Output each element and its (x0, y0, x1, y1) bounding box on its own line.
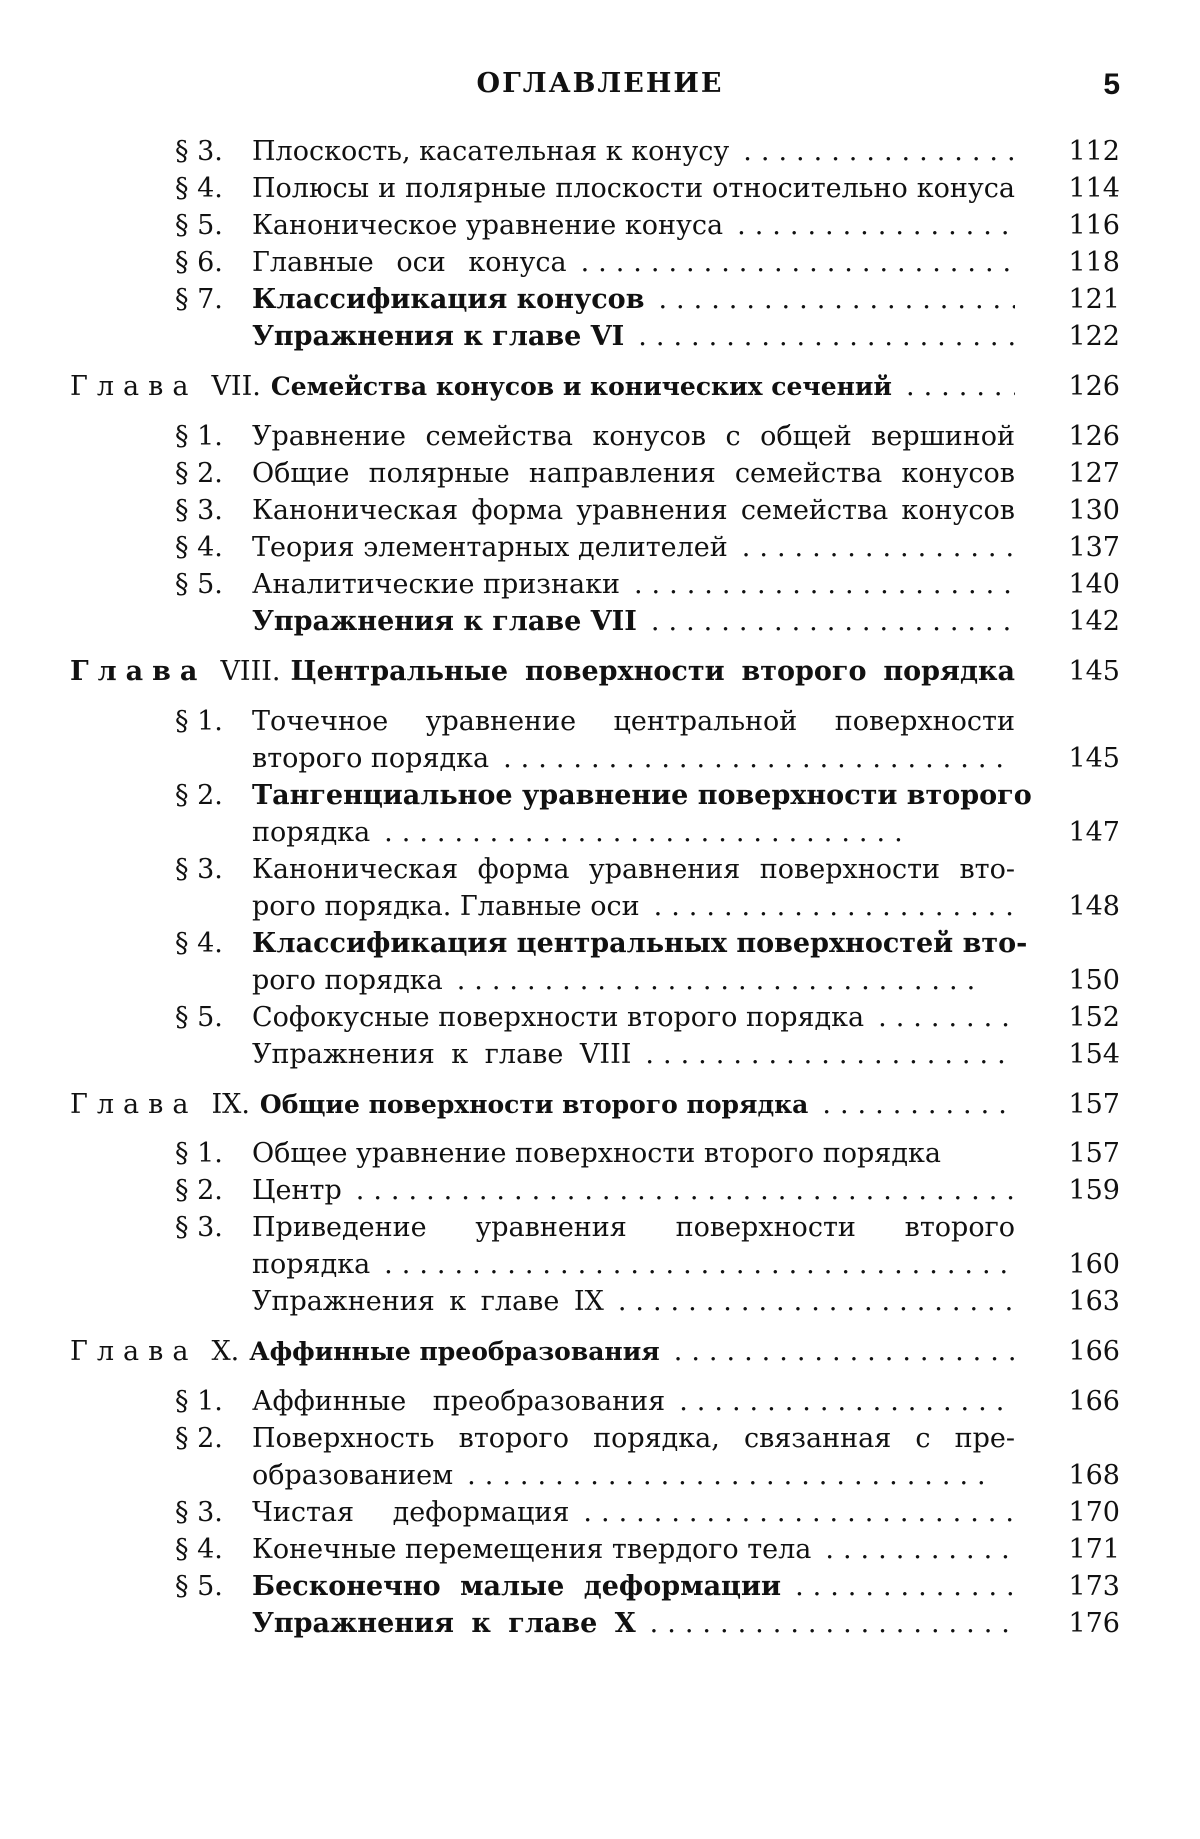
page-ref: 122 (1050, 318, 1120, 356)
exercises-title: Упражнения к главе X (252, 1605, 636, 1643)
leader-dots: .............................. (457, 962, 1015, 1000)
section-title-line2: порядка (252, 814, 370, 852)
page-ref: 140 (1050, 566, 1120, 604)
chapter-numeral: IX. (211, 1086, 249, 1124)
leader-dots: ..................... (645, 1036, 1015, 1074)
toc-entry[interactable] (0, 1531, 1200, 1569)
chapter-entry[interactable] (0, 653, 1200, 691)
toc-entry-continuation[interactable] (0, 888, 1200, 926)
page-ref: 142 (1050, 603, 1120, 641)
leader-dots: ............... (737, 207, 1015, 245)
toc-entry-continuation[interactable] (0, 962, 1200, 1000)
section-title: Аффинные преобразования (252, 1383, 665, 1421)
page-ref: 145 (1050, 653, 1120, 691)
page-ref: 176 (1050, 1605, 1120, 1643)
page-ref: 127 (1050, 455, 1120, 493)
toc-entry[interactable] (0, 1568, 1200, 1606)
page-ref: 147 (1050, 814, 1120, 852)
section-number: § 2. (175, 777, 223, 815)
page-ref: 114 (1050, 170, 1120, 208)
toc-entry[interactable] (0, 851, 1200, 889)
section-number: § 3. (175, 492, 223, 530)
section-title-line1: Классификация центральных поверхностей вто- (252, 925, 1027, 963)
toc-entry[interactable] (0, 1605, 1200, 1643)
section-title: Общие полярные направления семейства конусов (252, 455, 1015, 493)
chapter-label: Глава (70, 368, 197, 406)
page-ref: 173 (1050, 1568, 1120, 1606)
section-title-line1: Поверхность второго порядка, связанная с пре- (252, 1420, 1015, 1458)
chapter-entry[interactable] (0, 368, 1200, 406)
toc-entry[interactable] (0, 244, 1200, 282)
section-number: § 5. (175, 566, 223, 604)
chapter-numeral: VII. (211, 368, 260, 406)
section-number: § 1. (175, 1135, 223, 1173)
toc-entry[interactable] (0, 455, 1200, 493)
exercises-title: Упражнения к главе IX (252, 1283, 604, 1321)
chapter-numeral: VIII. (220, 653, 280, 691)
section-title: Чистая деформация (252, 1494, 569, 1532)
toc-entry[interactable] (0, 133, 1200, 171)
section-title: Теория элементарных делителей (252, 529, 728, 567)
section-number: § 3. (175, 133, 223, 171)
section-title: Плоскость, касательная к конусу (252, 133, 729, 171)
section-number: § 5. (175, 1568, 223, 1606)
page-ref: 126 (1050, 418, 1120, 456)
section-title: Уравнение семейства конусов с общей вершиной (252, 418, 1015, 456)
section-number: § 2. (175, 1420, 223, 1458)
page-ref: 171 (1050, 1531, 1120, 1569)
toc-entry[interactable] (0, 418, 1200, 456)
chapter-title: Общие поверхности второго порядка (260, 1086, 808, 1124)
page-ref: 154 (1050, 1036, 1120, 1074)
toc-entry[interactable] (0, 529, 1200, 567)
page-ref: 118 (1050, 244, 1120, 282)
section-title-line2: порядка (252, 1246, 370, 1284)
leader-dots: .................................... (384, 1246, 1015, 1284)
toc-entry[interactable] (0, 1172, 1200, 1210)
section-title: Центр (252, 1172, 342, 1210)
toc-entry-continuation[interactable] (0, 814, 1200, 852)
page-ref: 112 (1050, 133, 1120, 171)
leader-dots: ............... (743, 133, 1015, 171)
toc-entry[interactable] (0, 603, 1200, 641)
toc-entry-continuation[interactable] (0, 740, 1200, 778)
page-ref: 137 (1050, 529, 1120, 567)
section-title: Конечные перемещения твердого тела (252, 1531, 811, 1569)
leader-dots: ..................................... (356, 1172, 1015, 1210)
toc-entry[interactable] (0, 1420, 1200, 1458)
page-ref: 170 (1050, 1494, 1120, 1532)
leader-dots: .............................. (467, 1457, 1015, 1495)
page-ref: 159 (1050, 1172, 1120, 1210)
page-header (0, 68, 1200, 108)
page-ref: 126 (1050, 368, 1120, 406)
section-title: Аналитические признаки (252, 566, 620, 604)
page-title: ОГЛАВЛЕНИЕ (0, 68, 1200, 99)
section-title: Общее уравнение поверхности второго порядка (252, 1135, 941, 1173)
section-number: § 7. (175, 281, 223, 319)
section-title: Главные оси конуса (252, 244, 567, 282)
page-ref: 116 (1050, 207, 1120, 245)
section-number: § 2. (175, 1172, 223, 1210)
toc-entry[interactable] (0, 566, 1200, 604)
chapter-label: Глава (70, 1333, 197, 1371)
section-title: Полюсы и полярные плоскости относительно конуса (252, 170, 1015, 208)
leader-dots: ........... (822, 1086, 1015, 1124)
toc-entry[interactable] (0, 1383, 1200, 1421)
toc-entry[interactable] (0, 703, 1200, 741)
toc-entry[interactable] (0, 1283, 1200, 1321)
toc-entry-continuation[interactable] (0, 1457, 1200, 1495)
page-ref: 130 (1050, 492, 1120, 530)
section-title: Каноническое уравнение конуса (252, 207, 723, 245)
leader-dots: ...................... (618, 1283, 1015, 1321)
leader-dots: ................... (679, 1383, 1015, 1421)
toc-entry[interactable] (0, 1135, 1200, 1173)
chapter-label: Глава (70, 653, 206, 691)
toc-entry[interactable] (0, 281, 1200, 319)
leader-dots: ........... (825, 1531, 1015, 1569)
section-number: § 5. (175, 207, 223, 245)
section-number: § 3. (175, 1494, 223, 1532)
toc-entry[interactable] (0, 1494, 1200, 1532)
section-title-line2: образованием (252, 1457, 453, 1495)
page-ref: 163 (1050, 1283, 1120, 1321)
leader-dots: .................... (658, 281, 1015, 319)
leader-dots: .................... (651, 603, 1015, 641)
leader-dots: ........................ (581, 244, 1015, 282)
section-number: § 6. (175, 244, 223, 282)
exercises-title: Упражнения к главе VII (252, 603, 637, 641)
page-ref: 145 (1050, 740, 1120, 778)
section-title-line1: Каноническая форма уравнения поверхности вто- (252, 851, 1015, 889)
leader-dots: .................... (654, 888, 1015, 926)
toc-entry[interactable] (0, 1209, 1200, 1247)
section-title: Каноническая форма уравнения семейства конусов (252, 492, 1015, 530)
page-ref: 150 (1050, 962, 1120, 1000)
chapter-numeral: X. (211, 1333, 239, 1371)
chapter-title: Центральные поверхности второго порядка (291, 653, 1015, 691)
page-ref: 166 (1050, 1333, 1120, 1371)
leader-dots: ................... (674, 1333, 1015, 1371)
section-number: § 3. (175, 851, 223, 889)
section-title-line2: рого порядка (252, 962, 443, 1000)
leader-dots: .............................. (384, 814, 1015, 852)
section-number: § 5. (175, 999, 223, 1037)
section-number: § 2. (175, 455, 223, 493)
toc-entry[interactable] (0, 999, 1200, 1037)
chapter-title: Аффинные преобразования (249, 1333, 660, 1371)
section-number: § 4. (175, 170, 223, 208)
leader-dots: ...... (906, 368, 1015, 406)
page-ref: 168 (1050, 1457, 1120, 1495)
page-ref: 152 (1050, 999, 1120, 1037)
section-number: § 1. (175, 703, 223, 741)
toc-entry[interactable] (0, 207, 1200, 245)
leader-dots: ............... (742, 529, 1015, 567)
leader-dots: ....... (878, 999, 1015, 1037)
page-ref: 160 (1050, 1246, 1120, 1284)
leader-dots: ...................... (638, 318, 1015, 356)
chapter-label: Глава (70, 1086, 197, 1124)
toc-entry-continuation[interactable] (0, 1246, 1200, 1284)
toc-entry[interactable] (0, 492, 1200, 530)
section-title-line1: Точечное уравнение центральной поверхности (252, 703, 1015, 741)
toc-entry[interactable] (0, 1036, 1200, 1074)
leader-dots: .................... (650, 1605, 1015, 1643)
leader-dots: ............ (795, 1568, 1015, 1606)
page-ref: 166 (1050, 1383, 1120, 1421)
leader-dots: ...................... (634, 566, 1015, 604)
toc-entry[interactable] (0, 777, 1200, 815)
chapter-title: Семейства конусов и конических сечений (271, 368, 892, 406)
leader-dots: ........................ (583, 1494, 1015, 1532)
toc-entry[interactable] (0, 925, 1200, 963)
section-title-line2: второго порядка (252, 740, 489, 778)
page-ref: 157 (1050, 1135, 1120, 1173)
section-number: § 3. (175, 1209, 223, 1247)
section-title-line1: Приведение уравнения поверхности второго (252, 1209, 1015, 1247)
page-ref: 148 (1050, 888, 1120, 926)
section-title: Классификация конусов (252, 281, 644, 319)
section-title: Софокусные поверхности второго порядка (252, 999, 864, 1037)
section-number: § 4. (175, 529, 223, 567)
page-ref: 121 (1050, 281, 1120, 319)
exercises-title: Упражнения к главе VIII (252, 1036, 631, 1074)
section-number: § 1. (175, 418, 223, 456)
leader-dots: .............................. (503, 740, 1015, 778)
page-ref: 157 (1050, 1086, 1120, 1124)
toc-entry[interactable] (0, 318, 1200, 356)
section-title-line2: рого порядка. Главные оси (252, 888, 640, 926)
page-number: 5 (1103, 68, 1120, 102)
section-number: § 4. (175, 1531, 223, 1569)
chapter-entry[interactable] (0, 1333, 1200, 1371)
chapter-entry[interactable] (0, 1086, 1200, 1124)
exercises-title: Упражнения к главе VI (252, 318, 624, 356)
section-number: § 1. (175, 1383, 223, 1421)
section-title: Бесконечно малые деформации (252, 1568, 781, 1606)
section-number: § 4. (175, 925, 223, 963)
section-title-line1: Тангенциальное уравнение поверхности второго (252, 777, 1032, 815)
toc-entry[interactable] (0, 170, 1200, 208)
